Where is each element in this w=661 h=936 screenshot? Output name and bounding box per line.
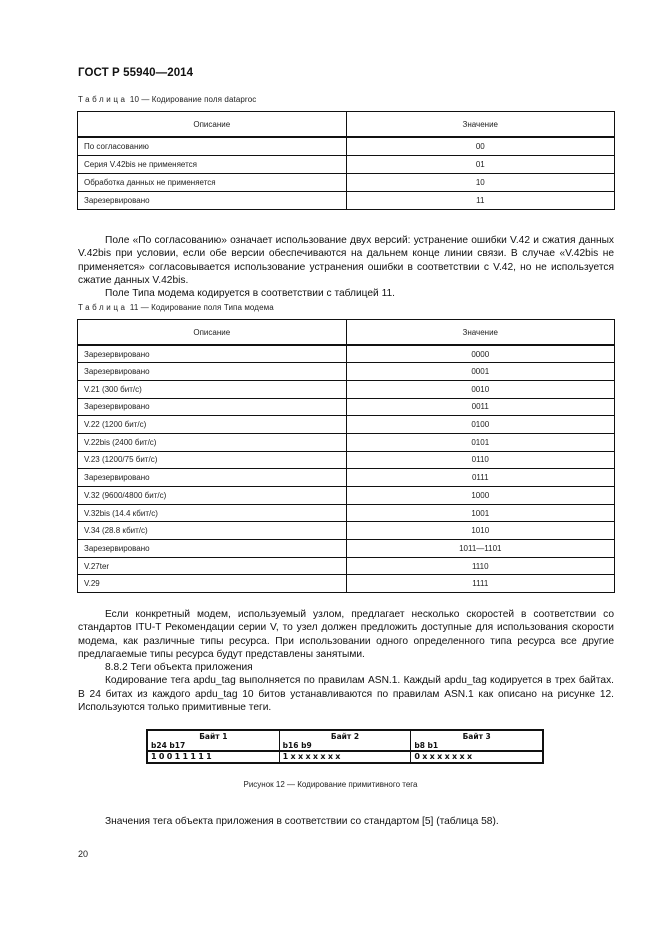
- cell-description: V.32 (9600/4800 бит/с): [78, 487, 347, 505]
- column-header-description: Описание: [78, 320, 347, 346]
- cell-description: V.32bis (14.4 кбит/с): [78, 504, 347, 522]
- paragraph: Поле Типа модема кодируется в соответствии с таблицей 11.: [105, 288, 395, 300]
- table-row: [78, 557, 615, 575]
- column-header-value: Значение: [346, 112, 614, 138]
- table-row: [78, 416, 615, 434]
- bit-range: b24 b17: [151, 741, 186, 750]
- cell-description: V.22 (1200 бит/с): [78, 416, 347, 434]
- cell-description: Обработка данных не применяется: [78, 173, 347, 191]
- cell-description: V.23 (1200/75 бит/с): [78, 451, 347, 469]
- cell-description: V.22bis (2400 бит/с): [78, 433, 347, 451]
- cell-value: 0111: [346, 469, 614, 487]
- cell-value: 1111: [346, 575, 614, 593]
- cell-description: Серия V.42bis не применяется: [78, 155, 347, 173]
- cell-value: 0000: [346, 345, 614, 363]
- cell-description: Зарезервировано: [78, 540, 347, 558]
- cell-value: 1011—1101: [346, 540, 614, 558]
- byte-column-2: [280, 731, 412, 762]
- table-10: [77, 111, 615, 210]
- table-row: [78, 504, 615, 522]
- table-row: [78, 487, 615, 505]
- cell-value: 0101: [346, 433, 614, 451]
- table-11-caption-word: Таблица: [78, 303, 128, 312]
- paragraph: Если конкретный модем, используемый узлом, предлагает несколько скоростей в соответствии со стандартов ITU-T Рекомендации серии V, то узел должен предложить доступные для использования скорости модема, как различные типы ресурса. При использовании одного определенного типа ресурса все другие предлагаемые типы ресурса будут представлены занятыми.: [78, 609, 614, 660]
- cell-value: 1001: [346, 504, 614, 522]
- cell-description: Зарезервировано: [78, 191, 347, 209]
- table-row: [78, 433, 615, 451]
- cell-value: 0110: [346, 451, 614, 469]
- cell-value: 0001: [346, 363, 614, 381]
- cell-value: 01: [346, 155, 614, 173]
- page-number: 20: [78, 849, 89, 859]
- table-header-row: [78, 112, 615, 138]
- cell-description: Зарезервировано: [78, 469, 347, 487]
- table-10-caption-word: Таблица: [78, 95, 128, 104]
- table-row: [78, 522, 615, 540]
- table-row: [78, 191, 615, 209]
- table-row: [78, 137, 615, 155]
- byte-column-3: [411, 731, 542, 762]
- bit-range: b8 b1: [414, 741, 439, 750]
- byte-label: Байт 1: [199, 732, 228, 741]
- table-header-row: [78, 320, 615, 346]
- table-row: [78, 469, 615, 487]
- table-row: [78, 398, 615, 416]
- paragraph-block-2: [78, 608, 614, 714]
- cell-value: 0011: [346, 398, 614, 416]
- cell-value: 11: [346, 191, 614, 209]
- cell-value: 0010: [346, 380, 614, 398]
- cell-value: 1000: [346, 487, 614, 505]
- figure-12-bit-layout: [146, 729, 544, 764]
- table-11-caption: [78, 303, 274, 312]
- paragraph: Поле «По согласованию» означает использование двух версий: устранение ошибки V.42 и сжатия данных V.42bis при условии, если обе версии обеспечиваются на дальнем конце линии связи. В случае «V.42bis не применяется» согласовывается использование устранения ошибки в соответствии с V.42, но не используется сжатие данных V.42bis.: [78, 235, 614, 286]
- cell-description: V.34 (28.8 кбит/с): [78, 522, 347, 540]
- paragraph: Кодирование тега apdu_tag выполняется по правилам ASN.1. Каждый apdu_tag кодируется в трех байтах. В 24 битах из каждого apdu_tag 10 битов устанавливаются по правилам ASN.1 как описано на рисунке 12. Используются только примитивные теги.: [78, 675, 614, 714]
- table-row: [78, 155, 615, 173]
- table-row: [78, 345, 615, 363]
- paragraph-block-3: [78, 815, 614, 828]
- cell-description: Зарезервировано: [78, 363, 347, 381]
- section-heading: 8.8.2 Теги объекта приложения: [105, 662, 253, 674]
- cell-description: V.27ter: [78, 557, 347, 575]
- cell-value: 1010: [346, 522, 614, 540]
- cell-description: Зарезервировано: [78, 345, 347, 363]
- paragraph-block-1: [78, 234, 614, 300]
- document-header: ГОСТ Р 55940—2014: [78, 67, 194, 79]
- table-row: [78, 575, 615, 593]
- byte-column-1: [148, 731, 280, 762]
- byte-value: 0xxxxxxx: [414, 752, 475, 761]
- cell-description: По согласованию: [78, 137, 347, 155]
- column-header-value: Значение: [346, 320, 614, 346]
- table-11: [77, 319, 615, 593]
- byte-value: 10011111: [151, 752, 214, 761]
- byte-label: Байт 3: [462, 732, 491, 741]
- bit-range: b16 b9: [282, 741, 312, 750]
- cell-value: 10: [346, 173, 614, 191]
- column-header-description: Описание: [78, 112, 347, 138]
- table-row: [78, 380, 615, 398]
- table-11-caption-text: 11 — Кодирование поля Типа модема: [127, 303, 274, 312]
- table-10-caption-text: 10 — Кодирование поля dataproc: [127, 95, 257, 104]
- cell-description: V.21 (300 бит/с): [78, 380, 347, 398]
- byte-label: Байт 2: [330, 732, 360, 741]
- cell-description: Зарезервировано: [78, 398, 347, 416]
- byte-value: 1xxxxxxx: [282, 752, 343, 761]
- table-row: [78, 451, 615, 469]
- cell-value: 0100: [346, 416, 614, 434]
- table-row: [78, 540, 615, 558]
- paragraph: Значения тега объекта приложения в соответствии со стандартом [5] (таблица 58).: [105, 816, 499, 827]
- table-row: [78, 363, 615, 381]
- figure-12-caption: Рисунок 12 — Кодирование примитивного тега: [243, 780, 418, 789]
- table-10-caption: [78, 95, 256, 104]
- cell-value: 00: [346, 137, 614, 155]
- cell-description: V.29: [78, 575, 347, 593]
- table-row: [78, 173, 615, 191]
- cell-value: 1110: [346, 557, 614, 575]
